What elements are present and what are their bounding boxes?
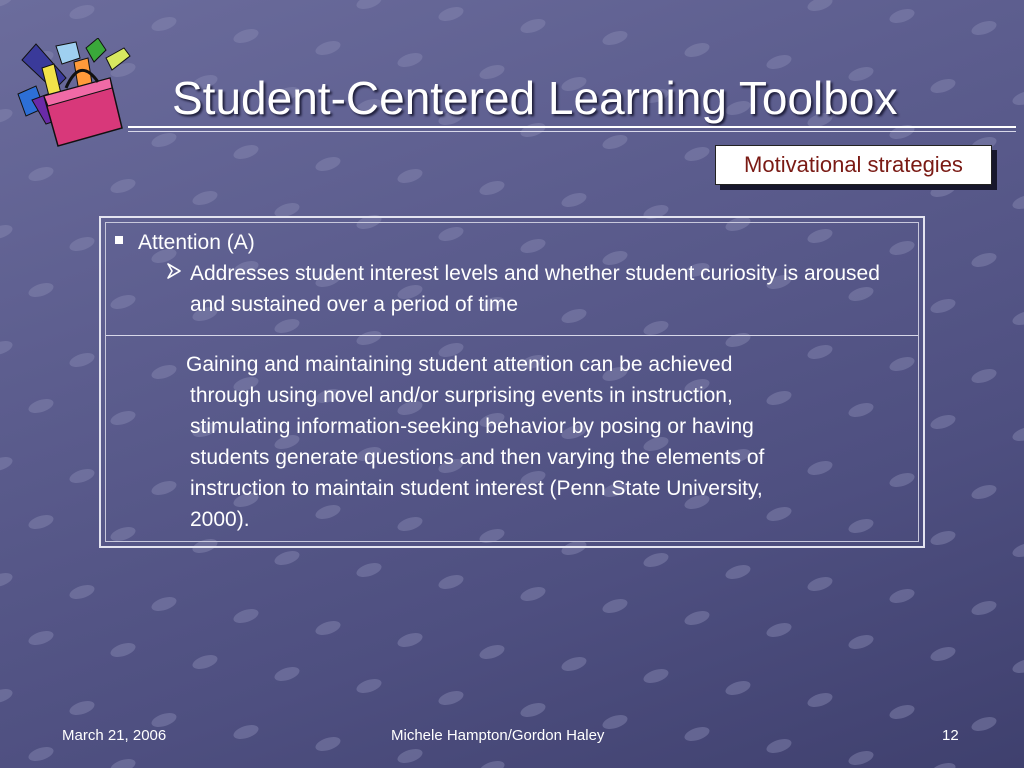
background-dot	[396, 746, 424, 765]
background-dot	[642, 666, 670, 685]
background-dot	[683, 144, 711, 163]
background-dot	[560, 190, 588, 209]
background-dot	[519, 700, 547, 719]
toolbox-icon	[14, 38, 136, 150]
background-dot	[68, 698, 96, 717]
background-dot	[929, 528, 957, 547]
background-dot	[68, 2, 96, 21]
background-dot	[724, 562, 752, 581]
background-dot	[273, 548, 301, 567]
background-dot	[765, 620, 793, 639]
background-dot	[806, 574, 834, 593]
background-dot	[683, 724, 711, 743]
background-dot	[355, 676, 383, 695]
paragraph-line: Gaining and maintaining student attention can be achieved	[186, 353, 733, 376]
title-rule	[128, 126, 1016, 128]
background-dot	[396, 630, 424, 649]
background-dot	[601, 132, 629, 151]
background-dot	[355, 0, 383, 12]
background-dot	[109, 176, 137, 195]
title-rule-thin	[128, 131, 1016, 132]
background-dot	[150, 594, 178, 613]
background-dot	[478, 642, 506, 661]
background-dot	[519, 584, 547, 603]
background-dot	[0, 106, 14, 125]
background-dot	[437, 688, 465, 707]
background-dot	[68, 466, 96, 485]
background-dot	[970, 366, 998, 385]
footer-authors: Michele Hampton/Gordon Haley	[391, 727, 605, 744]
content-divider	[106, 335, 918, 336]
background-dot	[929, 644, 957, 663]
topic-tag: Motivational strategies	[715, 145, 992, 185]
paragraph-line: through using novel and/or surprising events in instruction,	[190, 384, 733, 407]
background-dot	[765, 736, 793, 755]
background-dot	[314, 154, 342, 173]
background-dot	[0, 454, 14, 473]
background-dot	[0, 570, 14, 589]
background-dot	[970, 18, 998, 37]
background-dot	[27, 164, 55, 183]
slide-number: 12	[942, 727, 959, 744]
background-dot	[601, 28, 629, 47]
sub-bullet-text: Addresses student interest levels and whether student curiosity is aroused and sustained over a period of time	[190, 262, 880, 316]
background-dot	[68, 582, 96, 601]
background-dot	[601, 596, 629, 615]
body-paragraph	[186, 349, 886, 535]
background-dot	[355, 560, 383, 579]
background-dot	[0, 686, 14, 705]
background-dot	[273, 664, 301, 683]
background-dot	[970, 714, 998, 733]
background-dot	[109, 640, 137, 659]
background-dot	[806, 690, 834, 709]
background-dot	[970, 482, 998, 501]
background-dot	[150, 130, 178, 149]
slide-title: Student-Centered Learning Toolbox	[172, 72, 898, 124]
background-dot	[27, 744, 55, 763]
background-dot	[396, 166, 424, 185]
background-dot	[0, 338, 14, 357]
paragraph-line: stimulating information-seeking behavior by posing or having	[190, 415, 754, 438]
background-dot	[478, 758, 506, 768]
background-dot	[314, 618, 342, 637]
background-dot	[232, 722, 260, 741]
background-dot	[1011, 308, 1024, 327]
background-dot	[232, 142, 260, 161]
background-dot	[314, 734, 342, 753]
background-dot	[560, 654, 588, 673]
background-dot	[847, 632, 875, 651]
background-dot	[1011, 88, 1024, 107]
background-dot	[888, 586, 916, 605]
background-dot	[683, 40, 711, 59]
background-dot	[0, 0, 14, 10]
background-dot	[970, 250, 998, 269]
background-dot	[724, 0, 752, 2]
background-dot	[601, 712, 629, 731]
background-dot	[929, 412, 957, 431]
footer-date: March 21, 2006	[62, 727, 167, 744]
background-dot	[68, 350, 96, 369]
background-dot	[0, 222, 14, 241]
background-dot	[888, 6, 916, 25]
background-dot	[1011, 192, 1024, 211]
paragraph-line: 2000).	[190, 508, 250, 531]
background-dot	[27, 628, 55, 647]
square-bullet-icon	[115, 236, 123, 244]
arrowhead-bullet-icon	[166, 263, 182, 279]
paragraph-line: instruction to maintain student interest (Penn State University,	[190, 477, 763, 500]
background-dot	[27, 280, 55, 299]
background-dot	[232, 606, 260, 625]
background-dot	[970, 598, 998, 617]
background-dot	[478, 178, 506, 197]
paragraph-line: students generate questions and then varying the elements of	[190, 446, 765, 469]
bullet-attention: Attention (A)	[138, 231, 255, 254]
background-dot	[437, 572, 465, 591]
background-dot	[1011, 656, 1024, 675]
background-dot	[191, 652, 219, 671]
background-dot	[1011, 540, 1024, 559]
background-dot	[642, 550, 670, 569]
background-dot	[519, 16, 547, 35]
background-dot	[929, 760, 957, 768]
background-dot	[888, 702, 916, 721]
background-dot	[847, 748, 875, 767]
background-dot	[437, 4, 465, 23]
background-dot	[806, 0, 834, 14]
background-dot	[27, 396, 55, 415]
background-dot	[27, 512, 55, 531]
background-dot	[191, 188, 219, 207]
background-dot	[1011, 424, 1024, 443]
background-dot	[232, 26, 260, 45]
background-dot	[150, 14, 178, 33]
background-dot	[68, 234, 96, 253]
background-dot	[314, 38, 342, 57]
background-dot	[396, 50, 424, 69]
background-dot	[929, 296, 957, 315]
background-dot	[109, 756, 137, 768]
background-dot	[724, 678, 752, 697]
background-dot	[683, 608, 711, 627]
